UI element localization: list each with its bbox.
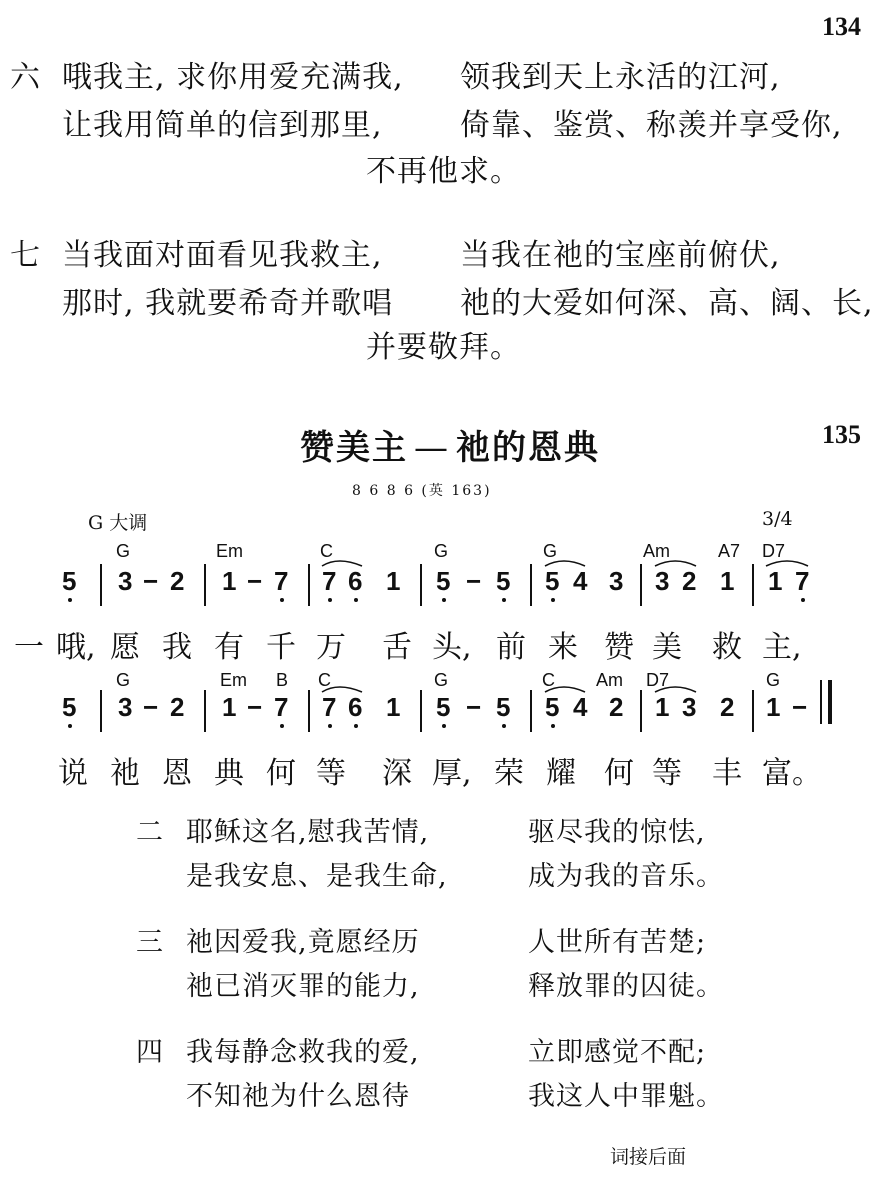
note: 1 [655, 692, 670, 722]
verse-2-line2a: 是我安息、是我生命, [186, 861, 448, 892]
stanza-7-line1a: 当我面对面看见我救主, [62, 238, 383, 273]
verse-4-number: 四 [136, 1037, 164, 1068]
lyric: 等 [316, 756, 346, 791]
lyric: 何 [266, 756, 296, 791]
note: 2 [609, 692, 624, 722]
note: 1 [222, 566, 237, 596]
note: 5 [496, 692, 511, 722]
note: − [247, 566, 263, 596]
note: 3 [609, 566, 624, 596]
note: 6 [348, 692, 363, 722]
note: 3 [118, 692, 133, 722]
stanza-6-number: 六 [10, 60, 41, 95]
verse-4-line1a: 我每静念救我的爱, [186, 1037, 420, 1068]
chord: D7 [646, 670, 670, 690]
note: 4 [573, 692, 588, 722]
chord: A7 [718, 541, 741, 561]
stanza-6-line2a: 让我用简单的信到那里, [62, 108, 383, 143]
hymn-time-signature: 3/4 [762, 508, 793, 530]
lyric: 恩 [162, 756, 192, 791]
lyric: 赞 [604, 630, 634, 665]
lyric: 头, [432, 630, 472, 665]
lyric: 我 [162, 630, 192, 665]
verse-4-line2a: 不知祂为什么恩待 [186, 1081, 410, 1112]
hymn-meter: 8 6 8 6 (英 163) [352, 483, 492, 499]
stanza-7-line2b: 祂的大爱如何深、高、阔、长, [460, 286, 874, 321]
note: − [247, 692, 263, 722]
verse-4-line2b: 我这人中罪魁。 [528, 1081, 724, 1112]
note: 5 [62, 692, 77, 722]
note: − [143, 566, 159, 596]
slur [655, 687, 696, 692]
lyric: 富。 [762, 756, 822, 791]
verse-3-line1b: 人世所有苦楚; [528, 927, 707, 958]
verse-2-line1b: 驱尽我的惊怯, [528, 817, 706, 848]
verse-3-number: 三 [136, 927, 164, 958]
verse-2-number: 二 [136, 817, 164, 848]
note: 1 [222, 692, 237, 722]
note: 5 [436, 692, 451, 722]
chord: Em [220, 670, 247, 690]
lyric: 厚, [432, 756, 472, 791]
lyric: 何 [604, 756, 634, 791]
chord: Em [216, 541, 243, 561]
note: − [466, 566, 482, 596]
chord: C [318, 670, 331, 690]
note: 5 [545, 692, 560, 722]
note: 3 [655, 566, 670, 596]
slur [322, 687, 362, 692]
lyric: 深 [382, 756, 412, 791]
chord: G [434, 541, 449, 561]
lyric: 荣 [494, 756, 524, 791]
note: 6 [348, 566, 363, 596]
stanza-7-number: 七 [10, 238, 41, 273]
note: 1 [720, 566, 735, 596]
chord: Am [596, 670, 623, 690]
note: 3 [682, 692, 697, 722]
prev-page-number: 134 [822, 12, 861, 41]
note: 1 [766, 692, 781, 722]
chord: C [320, 541, 333, 561]
chord: G [116, 670, 131, 690]
lyric: 舌 [382, 630, 412, 665]
note: 2 [682, 566, 697, 596]
hymn-title-main: 赞美主 [300, 428, 408, 468]
chord: G [116, 541, 131, 561]
lyric: 美 [652, 630, 682, 665]
note: 1 [386, 566, 401, 596]
lyric: 说 [58, 756, 88, 791]
note: 1 [386, 692, 401, 722]
chord: D7 [762, 541, 786, 561]
stanza-7-refrain: 并要敬拜。 [366, 330, 521, 365]
note: 1 [768, 566, 783, 596]
lyric: 来 [548, 630, 578, 665]
stanza-6-line1b: 领我到天上永活的江河, [460, 60, 781, 95]
chord: G [434, 670, 449, 690]
chord: G [766, 670, 781, 690]
verse-2-line1a: 耶稣这名,慰我苦情, [186, 817, 430, 848]
lyric: 主, [762, 630, 802, 665]
note: 3 [118, 566, 133, 596]
continued-note: 词接后面 [610, 1146, 687, 1168]
stanza-6-refrain: 不再他求。 [366, 154, 521, 189]
verse-2-line2b: 成为我的音乐。 [528, 861, 724, 892]
note: 5 [62, 566, 77, 596]
lyric: 一 [14, 630, 44, 665]
stanza-6-line1a: 哦我主, 求你用爱充满我, [62, 60, 404, 95]
lyric: 典 [214, 756, 244, 791]
note: − [792, 692, 808, 722]
hymn-number: 135 [822, 420, 861, 449]
slur [545, 687, 585, 692]
lyric: 愿 [110, 630, 140, 665]
hymn-title-sub: 祂的恩典 [456, 428, 600, 468]
verse-3-line2b: 释放罪的囚徒。 [528, 971, 724, 1002]
note: 5 [496, 566, 511, 596]
chord: Am [643, 541, 670, 561]
verse-3-line2a: 祂已消灭罪的能力, [186, 971, 420, 1002]
chord: C [542, 670, 555, 690]
lyric: 万 [316, 630, 346, 665]
note: 2 [720, 692, 735, 722]
note: 7 [795, 566, 810, 596]
hymn-title-dash: — [414, 428, 450, 468]
lyric: 有 [214, 630, 244, 665]
note: 7 [322, 692, 337, 722]
note: 7 [274, 692, 289, 722]
lyric: 前 [496, 630, 526, 665]
stanza-7-line1b: 当我在祂的宝座前俯伏, [460, 238, 781, 273]
lyric: 救 [712, 630, 742, 665]
lyric: 祂 [110, 756, 140, 791]
lyric: 丰 [712, 756, 742, 791]
lyric: 哦, [56, 630, 96, 665]
verse-4-line1b: 立即感觉不配; [528, 1037, 707, 1068]
chord: G [543, 541, 558, 561]
note: 2 [170, 566, 185, 596]
note: − [143, 692, 159, 722]
stanza-6-line2b: 倚靠、鉴赏、称羡并享受你, [460, 108, 843, 143]
note: 5 [436, 566, 451, 596]
lyric: 耀 [546, 756, 576, 791]
verse-3-line1a: 祂因爱我,竟愿经历 [186, 927, 420, 958]
note: 7 [322, 566, 337, 596]
hymn-key: G 大调 [88, 512, 148, 534]
chord: B [276, 670, 289, 690]
note: 2 [170, 692, 185, 722]
note: 4 [573, 566, 588, 596]
lyric: 千 [266, 630, 296, 665]
note: − [466, 692, 482, 722]
lyric: 等 [652, 756, 682, 791]
note: 7 [274, 566, 289, 596]
stanza-7-line2a: 那时, 我就要希奇并歌唱 [62, 286, 394, 321]
note: 5 [545, 566, 560, 596]
